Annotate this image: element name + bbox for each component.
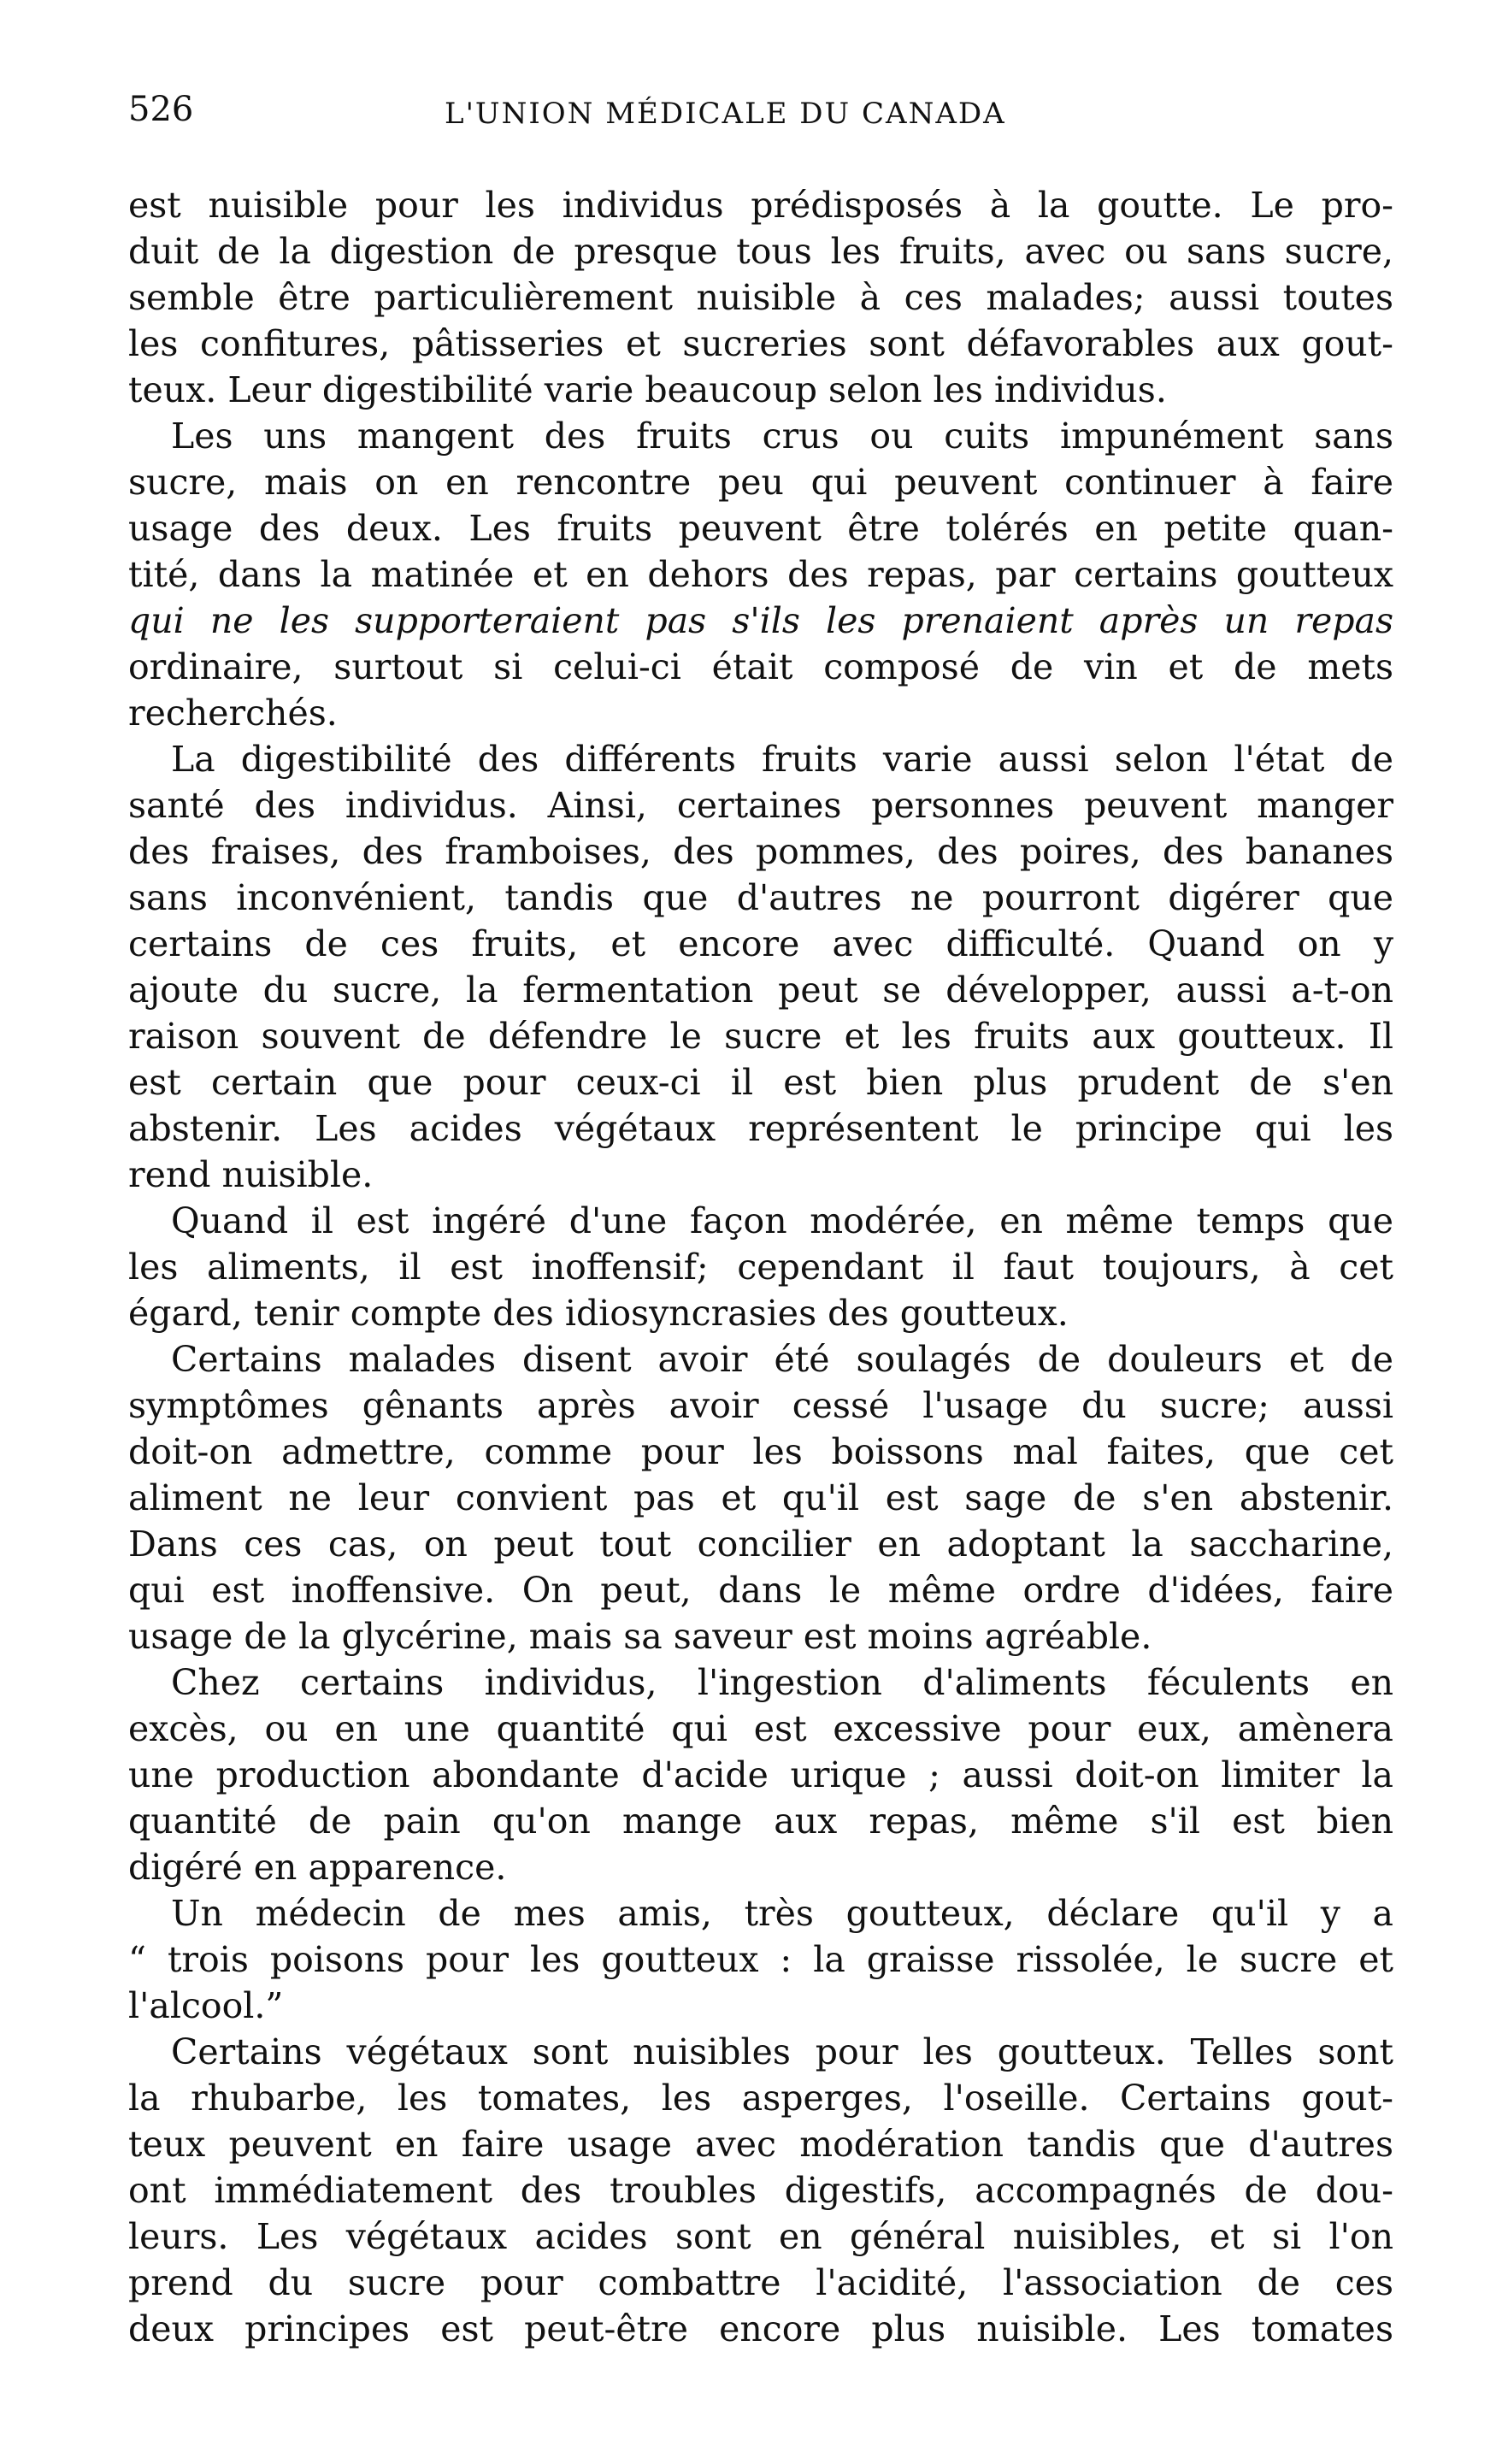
text-line: la rhubarbe, les tomates, les asperges, l'oseille. Certains gout- — [128, 2078, 1393, 2119]
text-line: qui ne les supporteraient pas s'ils les prenaient après un repas — [128, 600, 1393, 641]
journal-title: L'UNION MÉDICALE DU CANADA — [445, 97, 1006, 131]
text-line: santé des individus. Ainsi, certaines personnes peuvent manger — [128, 785, 1393, 826]
text-line: aliment ne leur convient pas et qu'il est sage de s'en abstenir. — [128, 1477, 1393, 1518]
text-line: ordinaire, surtout si celui-ci était composé de vin et de mets — [128, 646, 1393, 687]
text-line: “ trois poisons pour les goutteux : la graisse rissolée, le sucre et — [128, 1939, 1393, 1980]
text-line: excès, ou en une quantité qui est excessive pour eux, amènera — [128, 1708, 1393, 1749]
text-line: rend nuisible. — [128, 1154, 374, 1195]
text-line: quantité de pain qu'on mange aux repas, même s'il est bien — [128, 1801, 1393, 1842]
text-line: qui est inoffensive. On peut, dans le même ordre d'idées, faire — [128, 1570, 1393, 1611]
page-number: 526 — [128, 90, 194, 129]
text-line: les aliments, il est inoffensif; cependant il faut toujours, à cet — [128, 1247, 1393, 1288]
text-line: Certains malades disent avoir été soulagés de douleurs et de — [171, 1339, 1393, 1380]
text-line: Un médecin de mes amis, très goutteux, déclare qu'il y a — [171, 1893, 1393, 1934]
text-line: symptômes gênants après avoir cessé l'usage du sucre; aussi — [128, 1385, 1393, 1426]
text-line: est certain que pour ceux-ci il est bien plus prudent de s'en — [128, 1062, 1393, 1103]
text-line: abstenir. Les acides végétaux représentent le principe qui les — [128, 1108, 1393, 1149]
text-line: La digestibilité des différents fruits varie aussi selon l'état de — [171, 739, 1393, 780]
text-line: doit-on admettre, comme pour les boissons mal faites, que cet — [128, 1431, 1393, 1472]
text-line: usage de la glycérine, mais sa saveur est moins agréable. — [128, 1616, 1152, 1657]
text-line: usage des deux. Les fruits peuvent être tolérés en petite quan- — [128, 508, 1393, 549]
text-line: recherchés. — [128, 693, 338, 734]
text-line: digéré en apparence. — [128, 1847, 507, 1888]
text-line: ajoute du sucre, la fermentation peut se développer, aussi a-t-on — [128, 970, 1393, 1011]
text-line: leurs. Les végétaux acides sont en général nuisibles, et si l'on — [128, 2216, 1393, 2257]
text-line: Les uns mangent des fruits crus ou cuits impunément sans — [171, 416, 1393, 457]
text-line: sucre, mais on en rencontre peu qui peuvent continuer à faire — [128, 462, 1393, 503]
text-line: Certains végétaux sont nuisibles pour les goutteux. Telles sont — [171, 2031, 1393, 2072]
text-line: deux principes est peut-être encore plus nuisible. Les tomates — [128, 2308, 1393, 2349]
text-line: teux. Leur digestibilité varie beaucoup selon les individus. — [128, 369, 1167, 410]
text-line: ont immédiatement des troubles digestifs, accompagnés de dou- — [128, 2170, 1393, 2211]
text-line: raison souvent de défendre le sucre et les fruits aux goutteux. Il — [128, 1016, 1393, 1057]
text-line: Quand il est ingéré d'une façon modérée, en même temps que — [171, 1200, 1393, 1241]
body-text — [128, 182, 1393, 2352]
text-line: duit de la digestion de presque tous les fruits, avec ou sans sucre, — [128, 231, 1393, 272]
text-line: l'alcool.” — [128, 1985, 284, 2026]
text-line: prend du sucre pour combattre l'acidité, l'association de ces — [128, 2262, 1393, 2303]
text-line: certains de ces fruits, et encore avec difficulté. Quand on y — [128, 923, 1393, 964]
text-line: égard, tenir compte des idiosyncrasies des goutteux. — [128, 1293, 1069, 1334]
text-line: est nuisible pour les individus prédisposés à la goutte. Le pro- — [128, 185, 1393, 226]
text-line: une production abondante d'acide urique ; aussi doit-on limiter la — [128, 1754, 1393, 1795]
text-line: tité, dans la matinée et en dehors des repas, par certains goutteux — [128, 554, 1393, 595]
text-line: teux peuvent en faire usage avec modération tandis que d'autres — [128, 2124, 1393, 2165]
text-line: Chez certains individus, l'ingestion d'aliments féculents en — [171, 1662, 1393, 1703]
text-line: des fraises, des framboises, des pommes, des poires, des bananes — [128, 831, 1393, 872]
text-line: les confitures, pâtisseries et sucreries sont défavorables aux gout- — [128, 323, 1393, 364]
running-head — [128, 92, 1393, 144]
text-line: semble être particulièrement nuisible à ces malades; aussi toutes — [128, 277, 1393, 318]
text-line: sans inconvénient, tandis que d'autres ne pourront digérer que — [128, 877, 1393, 918]
text-line: Dans ces cas, on peut tout concilier en adoptant la saccharine, — [128, 1524, 1393, 1565]
